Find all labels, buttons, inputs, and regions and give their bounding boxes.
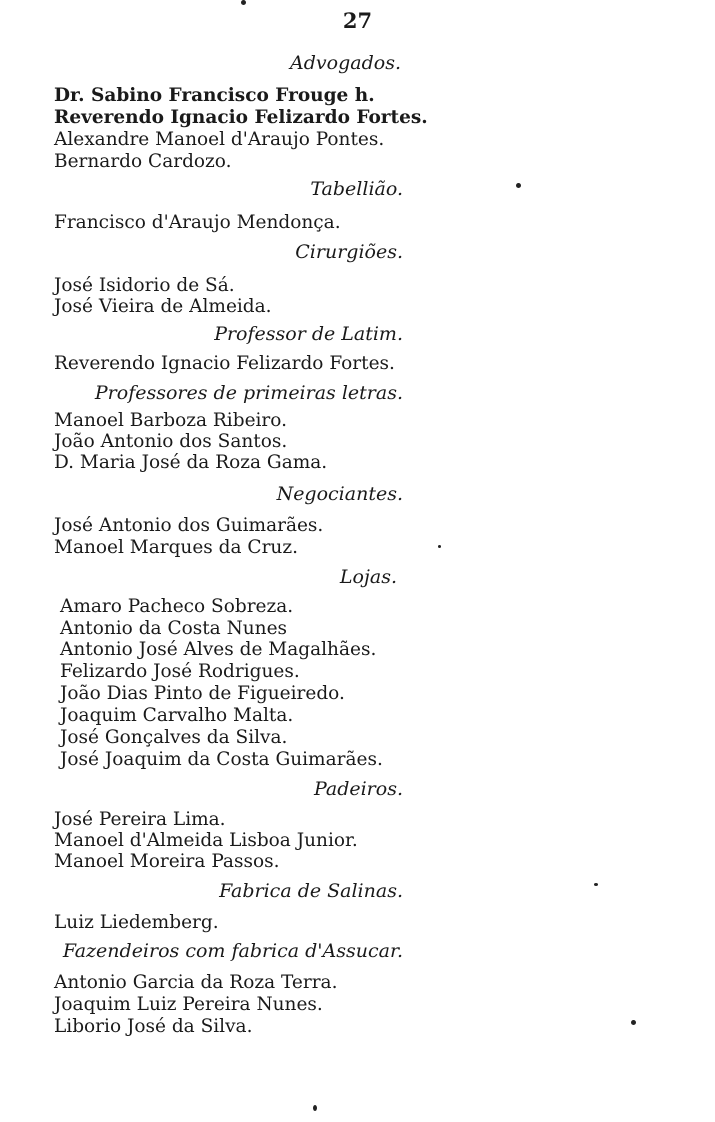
- list-item: Reverendo Ignacio Felizardo Fortes.: [54, 107, 428, 128]
- print-speck: [594, 883, 598, 886]
- list-item: Francisco d'Araujo Mendonça.: [54, 212, 341, 233]
- section-heading-padeiros: Padeiros.: [313, 778, 403, 800]
- section-heading-advogados: Advogados.: [290, 52, 401, 74]
- section-heading-professor-latim: Professor de Latim.: [214, 323, 403, 345]
- list-item: D. Maria José da Roza Gama.: [54, 452, 328, 473]
- list-item: José Vieira de Almeida.: [54, 296, 272, 317]
- section-heading-tabelliao: Tabellião.: [310, 178, 403, 200]
- section-heading-professores-primeiras-letras: Professores de primeiras letras.: [94, 382, 403, 404]
- print-speck: [241, 0, 246, 5]
- section-heading-lojas: Lojas.: [339, 566, 397, 588]
- list-item: Alexandre Manoel d'Araujo Pontes.: [54, 129, 385, 150]
- list-item: José Isidorio de Sá.: [54, 275, 235, 296]
- list-item: Manoel Moreira Passos.: [54, 851, 280, 872]
- list-item: Reverendo Ignacio Felizardo Fortes.: [54, 353, 395, 374]
- print-speck: [438, 545, 441, 548]
- list-item: Joaquim Carvalho Malta.: [60, 705, 294, 726]
- list-item: Amaro Pacheco Sobreza.: [60, 596, 294, 617]
- list-item: José Pereira Lima.: [54, 809, 226, 830]
- list-item: Manoel Barboza Ribeiro.: [54, 410, 287, 431]
- list-item: Antonio Garcia da Roza Terra.: [54, 972, 338, 993]
- list-item: José Joaquim da Costa Guimarães.: [60, 749, 383, 770]
- list-item: Bernardo Cardozo.: [54, 151, 232, 172]
- list-item: José Antonio dos Guimarães.: [54, 515, 324, 536]
- list-item: Dr. Sabino Francisco Frouge h.: [54, 85, 375, 106]
- list-item: Joaquim Luiz Pereira Nunes.: [54, 994, 323, 1015]
- page-number: 27: [342, 8, 373, 33]
- print-speck: [631, 1020, 636, 1025]
- section-heading-negociantes: Negociantes.: [276, 483, 403, 505]
- print-speck: [313, 1105, 317, 1111]
- print-speck: [516, 183, 521, 188]
- list-item: Manoel Marques da Cruz.: [54, 537, 298, 558]
- list-item: Manoel d'Almeida Lisboa Junior.: [54, 830, 358, 851]
- list-item: Felizardo José Rodrigues.: [60, 661, 300, 682]
- list-item: Liborio José da Silva.: [54, 1016, 253, 1037]
- list-item: João Dias Pinto de Figueiredo.: [60, 683, 345, 704]
- list-item: José Gonçalves da Silva.: [60, 727, 288, 748]
- section-heading-fabrica-salinas: Fabrica de Salinas.: [219, 880, 403, 902]
- section-heading-fazendeiros: Fazendeiros com fabrica d'Assucar.: [62, 940, 403, 962]
- list-item: Antonio José Alves de Magalhães.: [60, 639, 377, 660]
- list-item: Luiz Liedemberg.: [54, 912, 219, 933]
- list-item: João Antonio dos Santos.: [54, 431, 288, 452]
- list-item: Antonio da Costa Nunes: [60, 618, 288, 639]
- section-heading-cirurgioes: Cirurgiões.: [295, 241, 403, 263]
